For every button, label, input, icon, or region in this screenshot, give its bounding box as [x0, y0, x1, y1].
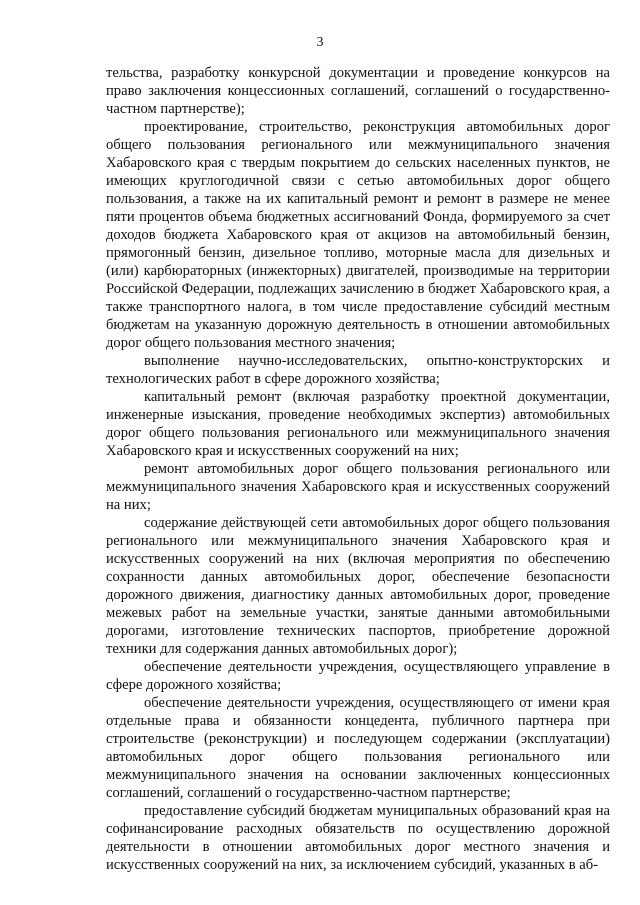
paragraph-management-institution: обеспечение деятельности учреждения, осуществляющего управление в сфере дорожного хозяйства;: [106, 659, 610, 693]
paragraph-maintenance: содержание действующей сети автомобильных дорог общего пользования регионального или межмуниципального значения Хабаровского края и искусственных сооружений на них (включая мероприятия по обеспечению сохранности данных автомобильных дорог, обеспечение безопасности дорожного движения, диагностику данных автомобильных дорог, проведение межевых работ на земельные участки, занятые данными автомобильными дорогами, изготовление технических паспортов, приобретение дорожной техники для содержания данных автомобильных дорог);: [106, 515, 610, 657]
paragraph-research-works: выполнение научно-исследовательских, опытно-конструкторских и технологических работ в сфере дорожного хозяйства;: [106, 353, 610, 387]
paragraph-design-construction: проектирование, строительство, реконструкция автомобильных дорог общего пользования регионального или межмуниципального значения Хабаровского края с твердым покрытием до сельских населенных пунктов, не имеющих круглогодичной связи с сетью автомобильных дорог общего пользования, а также на их капитальный ремонт и ремонт в размере не менее пяти процентов объема бюджетных ассигнований Фонда, формируемого за счет доходов бюджета Хабаровского края от акцизов на автомобильный бензин, прямогонный бензин, дизельное топливо, моторные масла для дизельных и (или) карбюраторных (инжекторных) двигателей, производимые на территории Российской Федерации, подлежащих зачислению в бюджет Хабаровского края, а также транспортного налога, в том числе предоставление субсидий местным бюджетам на указанную дорожную деятельность в отношении автомобильных дорог общего пользования местного значения;: [106, 119, 610, 351]
paragraph-continuation: тельства, разработку конкурсной документации и проведение конкурсов на право заключения концессионных соглашений, соглашений о государственно-частном партнерстве);: [106, 65, 610, 117]
paragraph-capital-repair: капитальный ремонт (включая разработку проектной документации, инженерные изыскания, проведение необходимых экспертиз) автомобильных дорог общего пользования регионального или межмуниципального значения Хабаровского края и искусственных сооружений на них;: [106, 389, 610, 459]
paragraph-subsidies: предоставление субсидий бюджетам муниципальных образований края на софинансирование расходных обязательств по осуществлению дорожной деятельности в отношении автомобильных дорог местного значения и искусственных сооружений на них, за исключением субсидий, указанных в аб-: [106, 803, 610, 873]
page-number: 3: [316, 35, 324, 50]
document-body: [106, 64, 610, 874]
paragraph-repair: ремонт автомобильных дорог общего пользования регионального или межмуниципального значения Хабаровского края и искусственных сооружений на них;: [106, 461, 610, 513]
paragraph-concession-institution: обеспечение деятельности учреждения, осуществляющего от имени края отдельные права и обязанности концедента, публичного партнера при строительстве (реконструкции) и последующем содержании (эксплуатации) автомобильных дорог общего пользования регионального или межмуниципального значения на основании заключенных концессионных соглашений, соглашений о государственно-частном партнерстве;: [106, 695, 610, 801]
